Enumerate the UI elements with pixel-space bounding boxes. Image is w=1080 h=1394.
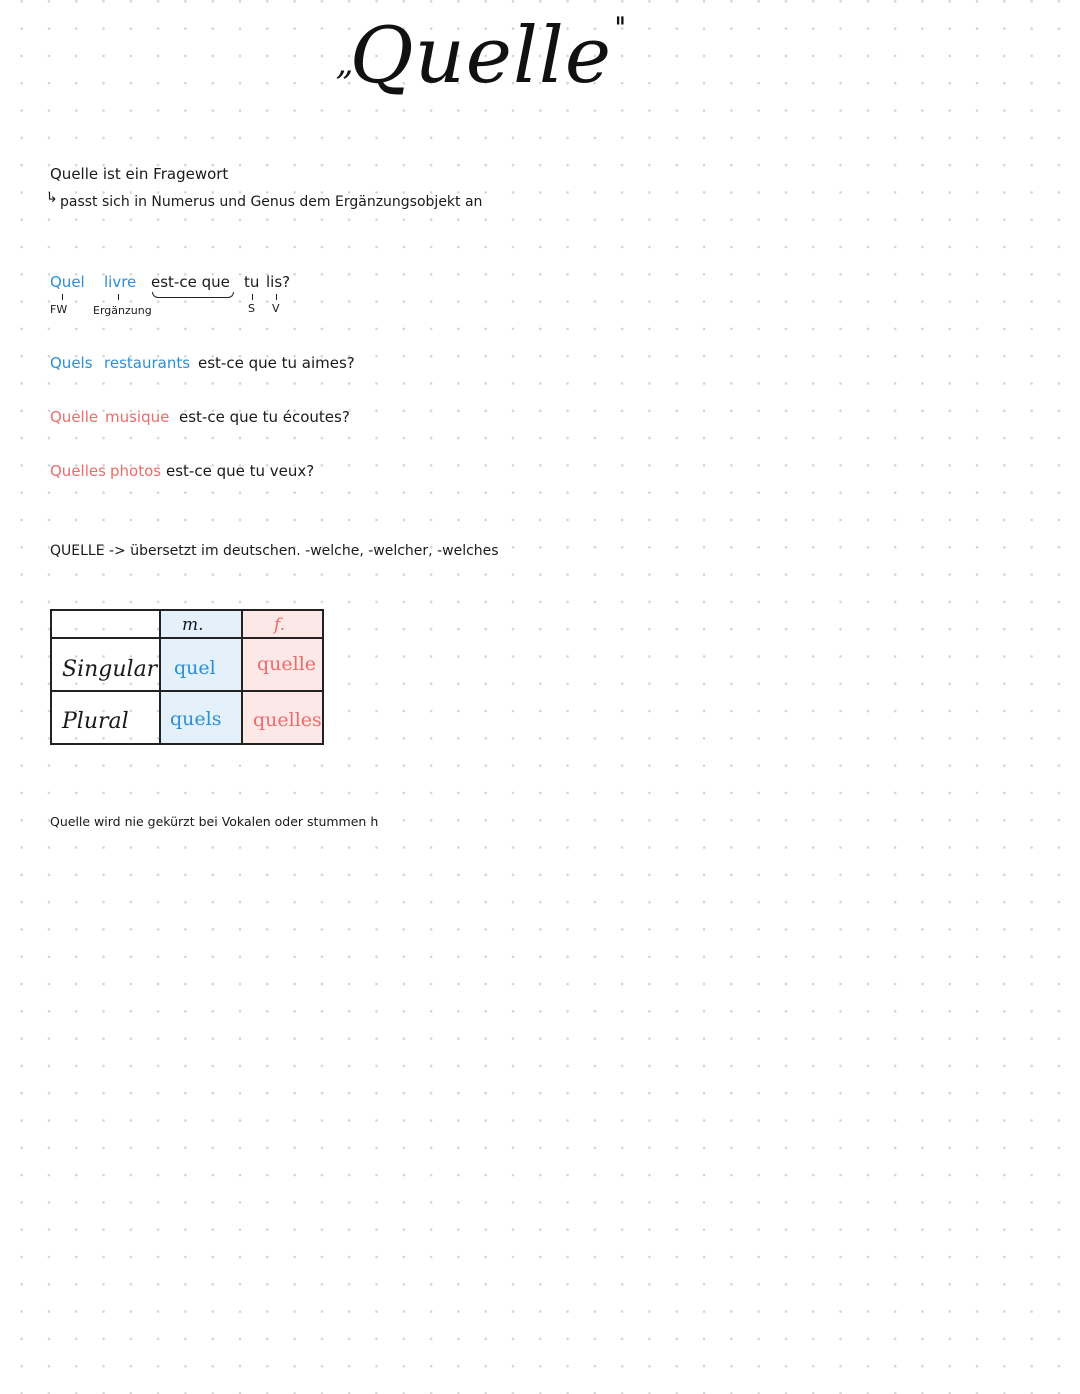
table-divider xyxy=(52,637,322,639)
underbrace-mark xyxy=(152,292,234,298)
header-feminine: f. xyxy=(274,615,286,635)
example-4-rest: est-ce que tu veux? xyxy=(166,462,315,480)
title-text: Quelle xyxy=(349,11,613,101)
example-2-word-2: restaurants xyxy=(104,354,191,372)
table-divider xyxy=(52,690,322,692)
cell-singular-feminine: quelle xyxy=(257,653,317,675)
header-masculine: m. xyxy=(182,615,204,635)
example-2-word-1: Quels xyxy=(50,354,93,372)
intro-line-1: Quelle ist ein Fragewort xyxy=(50,165,229,183)
tick-mark xyxy=(62,294,63,300)
intro-line-2: passt sich in Numerus und Genus dem Ergänzungsobjekt an xyxy=(60,194,483,210)
footnote: Quelle wird nie gekürzt bei Vokalen oder stummen h xyxy=(50,814,379,829)
row-label-singular: Singular xyxy=(62,657,158,682)
annotation-ergaenzung: Ergänzung xyxy=(93,304,152,317)
example-1-word-est-ce-que: est-ce que xyxy=(151,273,230,291)
example-3-word-2: musique xyxy=(105,408,170,426)
cell-plural-masculine: quels xyxy=(170,708,222,730)
example-3-word-1: Quelle xyxy=(50,408,99,426)
tick-mark xyxy=(118,294,119,300)
example-2-rest: est-ce que tu aimes? xyxy=(198,354,355,372)
translation-line: QUELLE -> übersetzt im deutschen. -welche, -welcher, -welches xyxy=(50,543,499,559)
tick-mark xyxy=(252,294,253,300)
close-quote-mark: '' xyxy=(614,11,623,46)
example-1-word-tu: tu xyxy=(244,273,260,291)
quel-declension-table xyxy=(50,609,324,745)
annotation-s: S xyxy=(248,302,255,315)
cell-plural-feminine: quelles xyxy=(253,709,322,731)
row-label-plural: Plural xyxy=(62,709,129,734)
example-4-word-2: photos xyxy=(110,462,162,480)
arrow-icon: ↳ xyxy=(46,190,58,206)
example-1-word-quel: Quel xyxy=(50,273,85,291)
example-3-rest: est-ce que tu écoutes? xyxy=(179,408,350,426)
example-1-word-lis: lis? xyxy=(266,273,291,291)
annotation-fw: FW xyxy=(50,303,68,316)
tick-mark xyxy=(276,294,277,300)
open-quote-mark: ,, xyxy=(336,43,350,83)
page-title xyxy=(336,11,623,101)
example-4-word-1: Quelles xyxy=(50,462,106,480)
example-1-word-livre: livre xyxy=(104,273,137,291)
table-divider xyxy=(241,611,243,743)
table-divider xyxy=(159,611,161,743)
cell-singular-masculine: quel xyxy=(174,657,216,679)
annotation-v: V xyxy=(272,302,280,315)
